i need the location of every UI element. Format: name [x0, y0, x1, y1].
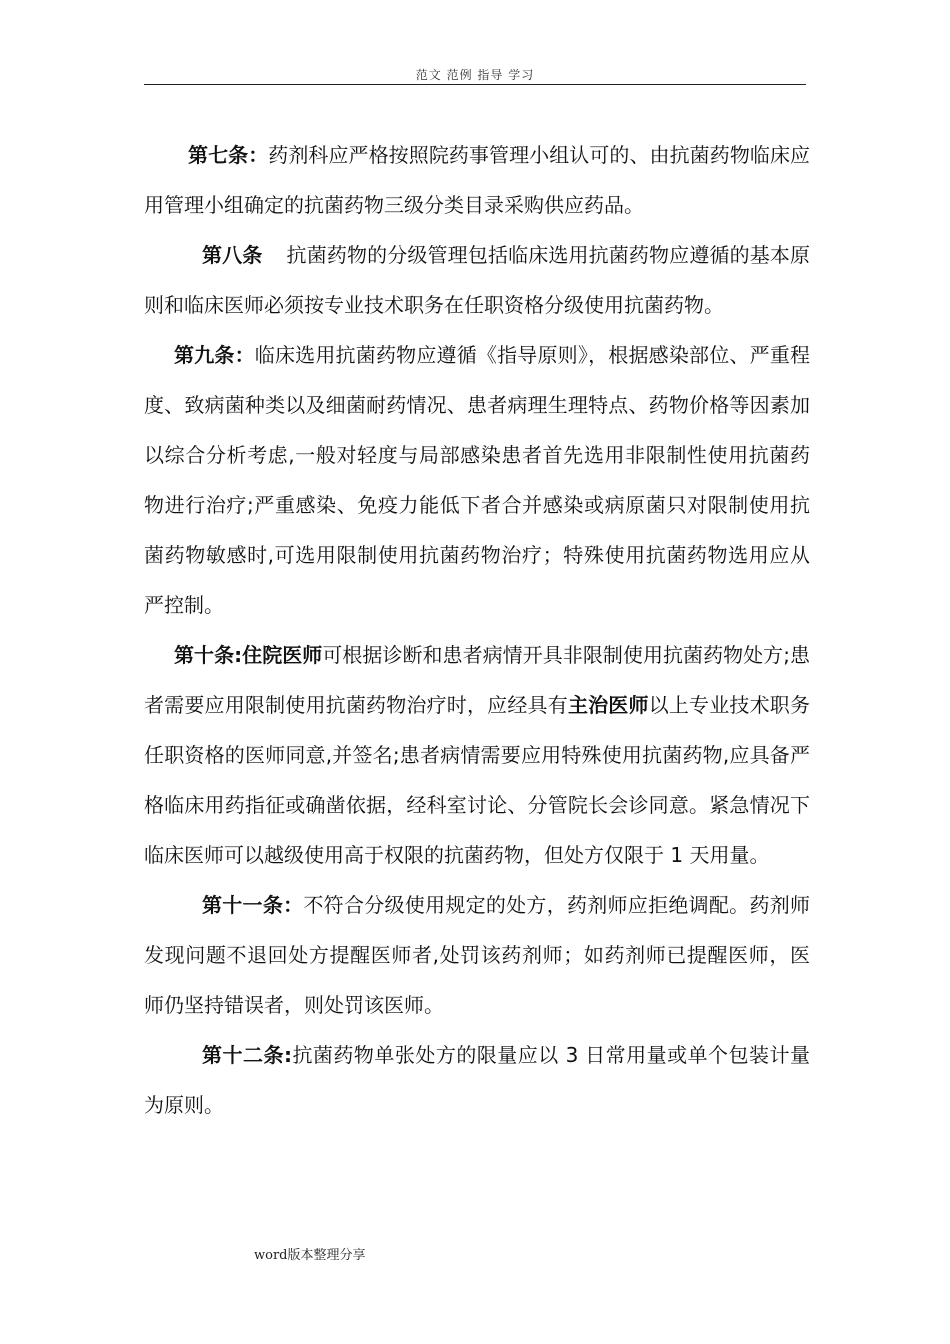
article-11	[144, 880, 810, 1030]
article-11-body: 不符合分级使用规定的处方，药剂师应拒绝调配。药剂师发现问题不退回处方提醒医师者,处罚该药剂师；如药剂师已提醒医师，医师仍坚持错误者，则处罚该医师。	[144, 893, 811, 1017]
article-12-title: 第十二条:	[202, 1043, 292, 1067]
article-9-title: 第九条：	[174, 343, 255, 367]
article-10-body-part1: 可根据诊断和患者病情开具非限制使用抗菌药物处方;患者需要应用限制使用抗菌药物治疗时，应经具有	[144, 643, 811, 717]
article-10-title: 第十条:	[174, 643, 243, 667]
article-9-body: 临床选用抗菌药物应遵循《指导原则》，根据感染部位、严重程度、致病菌种类以及细菌耐药情况、患者病理生理特点、药物价格等因素加以综合分析考虑,一般对轻度与局部感染患者首先选用非限制性使用抗菌药物进行治疗;严重感染、免疫力能低下者合并感染或病原菌只对限制使用抗菌药物敏感时,可选用限制使用抗菌药物治疗；特殊使用抗菌药物选用应从严控制。	[144, 343, 811, 617]
article-8	[144, 230, 810, 330]
document-body	[144, 130, 810, 1130]
header-divider	[144, 84, 806, 85]
article-8-body: 抗菌药物的分级管理包括临床选用抗菌药物应遵循的基本原则和临床医师必须按专业技术职务在任职资格分级使用抗菌药物。	[144, 243, 811, 317]
article-11-title: 第十一条：	[202, 893, 304, 917]
page-footer: word版本整理分享	[254, 1248, 366, 1263]
article-10-resident-physician: 住院医师	[242, 643, 323, 667]
page-header: 范文 范例 指导 学习	[415, 68, 535, 82]
article-12-body: 抗菌药物单张处方的限量应以 3 日常用量或单个包装计量为原则。	[144, 1043, 810, 1117]
article-7	[144, 130, 810, 230]
article-8-title: 第八条	[202, 243, 263, 267]
article-7-title: 第七条：	[188, 143, 269, 167]
article-10-attending-physician: 主治医师	[567, 693, 649, 717]
article-10	[144, 630, 810, 880]
article-7-body: 药剂科应严格按照院药事管理小组认可的、由抗菌药物临床应用管理小组确定的抗菌药物三级分类目录采购供应药品。	[144, 143, 811, 217]
article-9	[144, 330, 810, 630]
article-12	[144, 1030, 810, 1130]
article-10-body-part2: 以上专业技术职务任职资格的医师同意,并签名;患者病情需要应用特殊使用抗菌药物,应具备严格临床用药指征或确凿依据，经科室讨论、分管院长会诊同意。紧急情况下临床医师可以越级使用高于权限的抗菌药物，但处方仅限于 1 天用量。	[144, 693, 810, 867]
